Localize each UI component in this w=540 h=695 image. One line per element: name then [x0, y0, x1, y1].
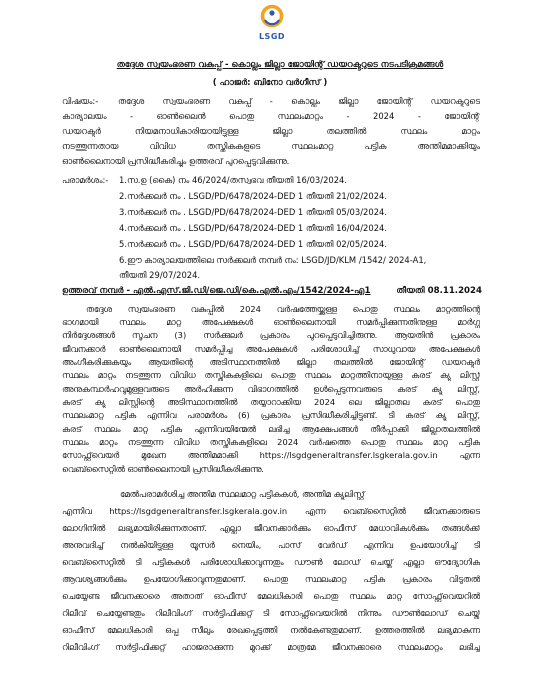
reference-item: 6.ഈ കാര്യാലയത്തിലെ സർക്കലർ നമ്പർ നം: LSGD/JD/KLM /1542/ 2024-A1,	[119, 255, 427, 265]
paragraph-line: ജീവനക്കാർ ഓൺലൈനായി സമർപ്പിച്ച അപേക്ഷകൾ പരിശോധിച്ച് സാധുവായ അപേക്ഷകൾ	[62, 344, 480, 354]
subject-label: വിഷയം:-	[62, 96, 99, 106]
order-number-line	[62, 286, 482, 296]
paragraph-line: ഭാഗമായി സ്ഥലം മാറ്റ അപേക്ഷകൾ ഓൺലൈനായി സമർപ്പിക്കുന്നതിനുള്ള മാർഗ്ഗ	[62, 317, 480, 327]
subject-line: തദ്ദേശ സ്വയംഭരണ വകുപ്പ് - കൊല്ലം ജില്ലാ ജോയിന്റ് ഡയറക്ടറുടെ	[118, 96, 480, 106]
subject-line: ഡയറക്ടർ നിയമനാധികാരിയായിട്ടുള്ള ജില്ലാ തലത്തിൽ സ്ഥലം മാറ്റം	[62, 126, 480, 136]
paragraph-line: എന്നിവ https://lsgdgeneraltransfer.lsgkerala.gov.in എന്ന വെബ്‌സൈറ്റിൽ ജീവനക്കാരുടെ	[62, 506, 480, 516]
paragraph-line: നിർദ്ദേശങ്ങൾ സൂചന (3) സർക്കുലർ പ്രകാരം പുറപ്പെടുവിച്ചിരുന്നു. ആയതിൻ പ്രകാരം	[62, 330, 480, 340]
paragraph-line: കരട് സ്ഥലം മാറ്റ പട്ടിക എന്നിവയിന്മേൽ ലഭിച്ച ആക്ഷേപങ്ങൾ തീർപ്പാക്കി ജില്ലാതലത്തിൽ	[62, 424, 480, 434]
paragraph-line: ചെയ്യേണ്ട ജീവനക്കാരെ അതാത് ഓഫീസ് മേലധികാരി പൊതു സ്ഥലം മാറ്റ സോഫ്റ്റ്‌വെയറിൽ	[62, 591, 480, 601]
reference-item: 4.സർക്കലർ നം . LSGD/PD/6478/2024-DED 1 തീയതി 16/04/2024.	[119, 223, 388, 233]
reference-item: 1.സ.ഉ (കൈ) നം 46/2024/തസ്വഭവ തീയതി 16/03/2024.	[119, 175, 348, 185]
subject-line: ഓൺലൈനായി പ്രസിദ്ധീകരിച്ചും ഉത്തരവ് പുറപ്പെടുവിക്കുന്നു.	[62, 156, 290, 166]
paragraph-line: റിലീവിംഗ് സർട്ടിഫിക്കറ്റ് ഹാജരാക്കുന്ന മുറക്ക് മാത്രമേ ജീവനക്കാരെ സ്ഥലംമാറ്റം ലഭിച്ച	[62, 642, 480, 652]
reference-item: 5.സർക്കലർ നം . LSGD/PD/6478/2024-DED 1 തീയതി 02/05/2024.	[119, 239, 388, 249]
lsgd-emblem-icon	[260, 4, 284, 30]
paragraph-line: സ്ഥലം മാറ്റം നടത്തുന്ന വിവിധ തസ്തികകളിലെ 2024 വർഷത്തെ പൊതു സ്ഥലം മാറ്റ പട്ടിക	[62, 437, 480, 447]
paragraph-line: വെബ്‌സൈറ്റിൽ ഓൺലൈനായി പ്രസിദ്ധീകരിക്കുന്നു.	[62, 464, 264, 474]
references-label: പരാമർശം:-	[62, 175, 109, 185]
paragraph-line: സോഫ്റ്റ്‌വെയർ മുഖേന അന്തിമമാക്കി https://lsgdgeneraltransfer.lsgkerala.gov.in എന്ന	[62, 450, 480, 460]
order-number: ഉത്തരവ് നമ്പർ - എൽ.എസ്.ജി.ഡി/ജെ.ഡി/കെ.എൽ.എം/1542/2024-എ1	[62, 286, 371, 296]
order-date: തീയതി 08.11.2024	[396, 286, 482, 296]
paragraph-line: ആവശ്യങ്ങൾക്കും ഉപയോഗിക്കാവുന്നതുമാണ്. പൊതു സ്ഥലംമാറ്റ പട്ടിക പ്രകാരം വിടുതൽ	[62, 574, 480, 584]
logo-text: LSGD	[258, 32, 286, 41]
document-title: തദ്ദേശ സ്വയംഭരണ വകുപ്പ് - കൊല്ലം ജില്ലാ ജോയിന്റ് ഡയറക്ടറുടെ നടപടിക്രമങ്ങൾ	[116, 60, 444, 70]
subject-line: കാര്യാലയം - ഓൺലൈൻ പൊതു സ്ഥലംമാറ്റം - 2024 - ജോയിന്റ്	[62, 111, 480, 121]
paragraph-line: കരട് ക്യു ലിസ്റ്റിന്റെ അടിസ്ഥാനത്തിൽ തയ്യാറാക്കിയ 2024 ലെ ജില്ലാതല കരട് പൊതു	[62, 397, 480, 407]
document-subtitle: ( ഹാജർ: ബിനോ വർഗീസ് )	[212, 78, 328, 88]
paragraph-line: സ്ഥലംമാറ്റ പട്ടിക എന്നിവ പരാമർശം (6) പ്രകാരം പ്രസിദ്ധീകരിച്ചിട്ടുണ്ട്. ടി കരട് ക്യു ലിസ്റ്റ്,	[62, 410, 480, 420]
paragraph-line: റിലീവ് ചെയ്യേണ്ടതും റിലീവിംഗ് സർട്ടിഫിക്കറ്റ് ടി സോഫ്റ്റ്‌വെയറിൽ നിന്നും ഡൗൺലോഡ് ചെയ്ത്	[62, 608, 480, 618]
reference-item: 2.സർക്കലർ നം . LSGD/PD/6478/2024-DED 1 തീയതി 21/02/2024.	[119, 191, 388, 201]
paragraph-line: അനുകമ്പാർഹവുമുള്ളവരുടെ അർഹിക്കുന്ന വിഭാഗത്തിൽ ഉൾപ്പെടുന്നവരുടെ കരട് ക്യു ലിസ്റ്റ്,	[62, 384, 480, 394]
subject-line: നടത്തുന്നതായ വിവിധ തസ്തികകളുടെ സ്ഥലംമാറ്റ പട്ടിക അന്തിമമാക്കിയും	[62, 141, 480, 151]
reference-item: 3.സർക്കലർ നം . LSGD/PD/6478/2024-DED 1 തീയതി 05/03/2024.	[119, 207, 388, 217]
paragraph-line: അംഗീകരിക്കുകയും ആയതിന്റെ അടിസ്ഥാനത്തിൽ ജില്ലാ തലത്തിൽ ജോയിന്റ് ഡയറക്ടർ	[62, 357, 480, 367]
reference-item: തീയതി 29/07/2024.	[119, 270, 201, 280]
paragraph-line: തദ്ദേശ സ്വയംഭരണ വകുപ്പിൽ 2024 വർഷത്തേയ്ക്കുള്ള പൊതു സ്ഥലം മാറ്റത്തിന്റെ	[86, 304, 480, 314]
paragraph-line: മേൽപരാമർശിച്ച അന്തിമ സ്ഥലമാറ്റ പട്ടികകൾ, അന്തിമ ക്യുലിസ്റ്റ്	[120, 489, 365, 499]
paragraph-line: വെബ്‌സൈറ്റിൽ ടി പട്ടികകൾ പരിശോധിക്കാവുന്നതും ഡൗൺ ലോഡ് ചെയ്ത് എല്ലാ ഔദ്യോഗിക	[62, 557, 480, 567]
paragraph-line: അനുവദിച്ച് നൽകിയിട്ടുള്ള യൂസർ നെയിം, പാസ് വേർഡ് എന്നിവ ഉപയോഗിച്ച് ടി	[62, 540, 480, 550]
lsgd-logo	[252, 4, 292, 46]
paragraph-line: ഓഫീസ് മേലധികാരി ഒപ്പു സീലും രേഖപ്പെടുത്തി നൽകേണ്ടതുമാണ്. ഉത്തരത്തിൽ ലഭ്യമാകുന്ന	[62, 625, 480, 635]
paragraph-line: സ്ഥലം മാറ്റം നടത്തുന്ന വിവിധ തസ്തികകളിലെ പൊതു സ്ഥലം മാറ്റത്തിനായുള്ള കരട് ക്യു ലിസ്റ്റ്	[62, 370, 480, 380]
paragraph-line: ലോഗിനിൽ ലഭ്യമായിരിക്കുന്നതാണ്. എല്ലാ ജീവനക്കാർക്കും ഓഫീസ് മേധാവികൾക്കും തങ്ങൾക്ക്	[62, 523, 480, 533]
